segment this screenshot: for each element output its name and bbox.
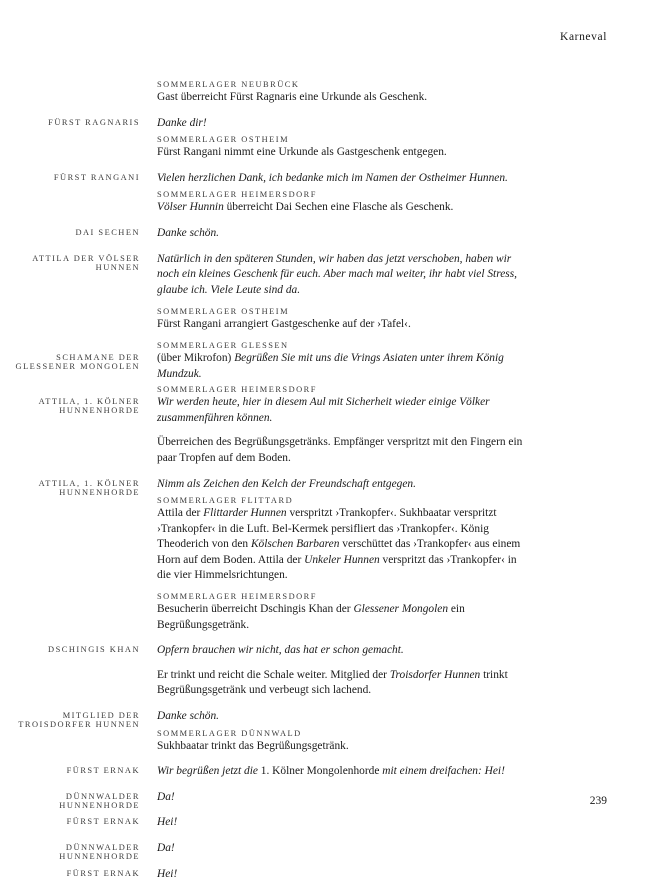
spoken-line xyxy=(157,477,532,493)
location-label: SOMMERLAGER GLESSEN xyxy=(157,340,289,350)
stage-text xyxy=(157,602,532,633)
script-content xyxy=(0,80,650,882)
block-body xyxy=(157,190,532,216)
stage-direction-block xyxy=(0,435,650,466)
dialogue-block xyxy=(0,385,650,426)
text-segment: (über Mikrofon) xyxy=(157,351,235,364)
text-segment: Fürst Rangani nimmt eine Urkunde als Gastgeschenk entgegen. xyxy=(157,146,447,159)
spoken-line xyxy=(157,841,532,857)
speaker-name: DAI SECHEN xyxy=(75,227,140,237)
spoken-line xyxy=(157,764,532,780)
stage-direction-block xyxy=(0,729,650,755)
dialogue-block xyxy=(0,841,650,861)
stage-direction-block xyxy=(0,307,650,333)
block-body xyxy=(157,709,532,725)
text-segment: Gast überreicht Fürst Ragnaris eine Urkunde als Geschenk. xyxy=(157,91,428,103)
location-label: SOMMERLAGER DÜNNWALD xyxy=(157,728,302,738)
speaker-name: DÜNNWALDER HUNNENHORDE xyxy=(59,843,140,861)
stage-text xyxy=(157,200,532,216)
block-body xyxy=(157,385,532,426)
spoken-line xyxy=(157,226,532,242)
text-segment: Troisdorfer Hunnen xyxy=(389,668,481,681)
block-body xyxy=(157,435,532,466)
stage-direction-block xyxy=(0,592,650,633)
location-label: SOMMERLAGER HEIMERSDORF xyxy=(157,190,317,200)
dialogue-block xyxy=(0,790,650,810)
speaker-name: DÜNNWALDER HUNNENHORDE xyxy=(59,791,140,810)
text-segment: Danke dir! xyxy=(157,116,207,129)
text-segment: Danke schön. xyxy=(157,710,219,723)
block-body xyxy=(157,341,532,382)
block-body xyxy=(157,307,532,333)
text-segment: 1. Kölner Mongolenhorde xyxy=(260,765,383,778)
text-segment: Besucherin überreicht Dschingis Khan der xyxy=(157,603,354,616)
speaker-name: DSCHINGIS KHAN xyxy=(48,645,140,655)
location-label: SOMMERLAGER OSTHEIM xyxy=(157,307,290,317)
text-segment: Wir werden heute, hier in diesem Aul mit Sicherheit wieder einige Völker zusammenführen können. xyxy=(157,396,490,424)
text-segment: Nimm als Zeichen den Kelch der Freundschaft entgegen. xyxy=(157,477,416,490)
speaker-name: ATTILA, 1. KÖLNER HUNNENHORDE xyxy=(38,478,140,497)
text-segment: Kölschen Barbaren xyxy=(250,538,340,551)
stage-direction-block xyxy=(0,190,650,216)
stage-text xyxy=(157,739,532,755)
dialogue-block xyxy=(0,252,650,299)
location-label: SOMMERLAGER OSTHEIM xyxy=(157,135,290,145)
text-segment: trinkt Begrüßungsgetränk und verbeugt sich lachend. xyxy=(157,668,508,697)
dialogue-block xyxy=(0,867,650,882)
text-segment: Da! xyxy=(157,790,175,803)
block-body xyxy=(157,790,532,806)
text-segment: überreicht Dai Sechen eine Flasche als Geschenk. xyxy=(223,201,454,214)
speaker-name: ATTILA DER VÖLSER HUNNEN xyxy=(32,253,140,272)
block-body xyxy=(157,668,532,699)
spoken-line xyxy=(157,395,532,426)
running-header-title: Karneval xyxy=(560,31,607,43)
spoken-line xyxy=(157,643,532,659)
block-body xyxy=(157,764,532,780)
text-segment: Überreichen des Begrüßungsgetränks. Empfänger verspritzt mit den Fingern ein paar Tropfen auf dem Boden. xyxy=(157,436,523,464)
location-label: SOMMERLAGER HEIMERSDORF xyxy=(157,592,317,602)
speaker-name: FÜRST RANGANI xyxy=(53,172,140,182)
dialogue-block xyxy=(0,643,650,659)
block-body xyxy=(157,116,532,132)
dialogue-block xyxy=(0,764,650,780)
location-label: SOMMERLAGER HEIMERSDORF xyxy=(157,385,317,395)
text-segment: Unkeler Hunnen xyxy=(304,553,380,566)
text-segment: Völser Hunnin xyxy=(157,201,224,214)
spoken-line xyxy=(157,709,532,725)
block-body xyxy=(157,496,532,584)
stage-text xyxy=(157,317,532,333)
text-segment: Natürlich in den späteren Stunden, wir haben das jetzt verschoben, haben wir noch ein kleines Geschenk für euch. Aber mach mal weiter, ihr habt viel Stress, glaube ich. Viele Leute sind da. xyxy=(157,252,517,296)
spoken-line xyxy=(157,351,532,382)
dialogue-block xyxy=(0,709,650,730)
block-body xyxy=(157,841,532,857)
spoken-line xyxy=(157,790,532,806)
text-segment: Opfern brauchen wir nicht, das hat er schon gemacht. xyxy=(157,644,404,657)
dialogue-block xyxy=(0,226,650,242)
speaker-name: FÜRST RAGNARIS xyxy=(48,117,140,127)
text-segment: mit einem dreifachen: Hei! xyxy=(382,765,505,778)
spoken-line xyxy=(157,815,532,831)
text-segment: Er trinkt und reicht die Schale weiter. Mitglied der xyxy=(157,668,390,681)
speaker-name: SCHAMANE DER GLESSENER MONGOLEN xyxy=(15,352,140,371)
text-segment: Glessener Mongolen xyxy=(353,603,449,616)
text-segment: verschüttet das ›Trankopfer‹ aus einem Horn auf dem Boden. Attila der xyxy=(157,538,521,566)
stage-text xyxy=(157,145,532,161)
text-segment: Da! xyxy=(157,842,175,854)
text-segment: Hei! xyxy=(157,816,178,829)
dialogue-block xyxy=(0,116,650,132)
block-body xyxy=(157,815,532,831)
text-segment: Begrüßen Sie mit uns die Vrings Asiaten xyxy=(234,351,421,364)
block-body xyxy=(157,477,532,493)
spoken-line xyxy=(157,171,532,187)
spoken-line xyxy=(157,116,532,132)
dialogue-block xyxy=(0,477,650,497)
stage-text xyxy=(157,90,532,106)
stage-direction-block xyxy=(0,496,650,584)
block-body xyxy=(157,80,532,106)
block-body xyxy=(157,867,532,882)
dialogue-block xyxy=(0,171,650,187)
speaker-name: FÜRST ERNAK xyxy=(66,817,140,827)
stage-direction-block xyxy=(0,80,650,106)
spoken-line xyxy=(157,867,532,882)
stage-text xyxy=(157,435,532,466)
text-segment: unter ihrem König Mundzuk. xyxy=(157,351,504,380)
text-segment: Fürst Rangani arrangiert Gastgeschenke auf der ›Tafel‹. xyxy=(157,318,411,331)
location-label: SOMMERLAGER NEUBRÜCK xyxy=(157,80,300,89)
page-number: 239 xyxy=(589,795,607,807)
dialogue-block xyxy=(0,341,650,382)
block-body xyxy=(157,171,532,187)
speaker-name: MITGLIED DER TROISDORFER HUNNEN xyxy=(18,711,140,730)
block-body xyxy=(157,643,532,659)
block-body xyxy=(157,729,532,755)
block-body xyxy=(157,592,532,633)
text-segment: Attila der xyxy=(157,507,204,520)
speaker-name: FÜRST ERNAK xyxy=(66,766,140,776)
stage-direction-block xyxy=(0,135,650,161)
spoken-line xyxy=(157,252,532,299)
text-segment: Sukhbaatar trinkt das Begrüßungsgetränk. xyxy=(157,739,349,752)
dialogue-block xyxy=(0,815,650,831)
text-segment: Vielen herzlichen Dank, ich bedanke mich im Namen der Ostheimer Hunnen. xyxy=(157,171,508,184)
text-segment: ein Begrüßungsgetränk. xyxy=(157,603,465,631)
text-segment: Hei! xyxy=(157,867,178,880)
text-segment: verspritzt das ›Trankopfer‹ in die vier Himmelsrichtungen. xyxy=(157,553,517,582)
stage-text xyxy=(157,506,532,584)
speaker-name: FÜRST ERNAK xyxy=(66,868,140,878)
text-segment: Wir begrüßen jetzt die xyxy=(157,765,261,778)
stage-text xyxy=(157,668,532,699)
block-body xyxy=(157,226,532,242)
location-label: SOMMERLAGER FLITTARD xyxy=(157,496,294,506)
block-body xyxy=(157,252,532,299)
text-segment: Flittarder Hunnen xyxy=(203,507,287,520)
block-body xyxy=(157,135,532,161)
text-segment: verspritzt ›Trankopfer‹. Sukhbaatar verspritzt ›Trankopfer‹ in die Luft. Bel-Kermek persifliert das ›Trankopfer‹. König Theoderich von den xyxy=(157,507,497,551)
text-segment: Danke schön. xyxy=(157,226,219,239)
speaker-name: ATTILA, 1. KÖLNER HUNNENHORDE xyxy=(38,397,140,416)
stage-direction-block xyxy=(0,668,650,699)
